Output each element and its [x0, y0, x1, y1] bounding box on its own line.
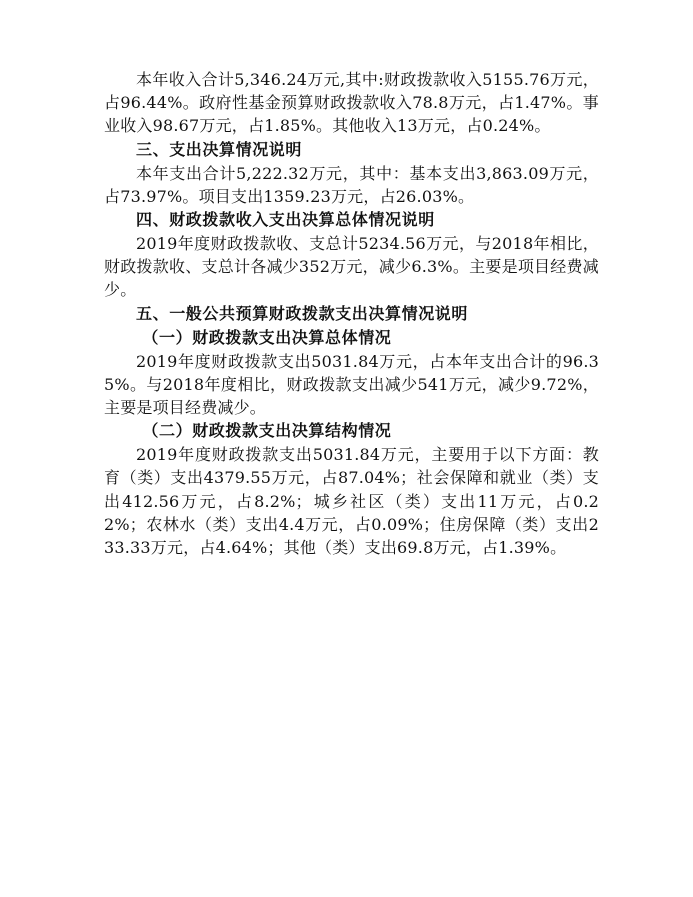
expense-paragraph: 本年支出合计5,222.32万元，其中：基本支出3,863.09万元，占73.97%。项目支出1359.23万元，占26.03%。 [104, 163, 599, 206]
section-heading-expense: 三、支出决算情况说明 [136, 139, 303, 159]
section-heading-general-budget: 五、一般公共预算财政拨款支出决算情况说明 [136, 303, 469, 323]
fiscal-total-paragraph: 2019年度财政拨款收、支总计5234.56万元，与2018年相比，财政拨款收、支总计各减少352万元，减少6.3%。主要是项目经费减少。 [104, 234, 599, 300]
subsection-heading-overall: （一）财政拨款支出决算总体情况 [142, 327, 392, 347]
structure-paragraph: 2019年度财政拨款支出5031.84万元，主要用于以下方面：教育（类）支出4379.55万元，占87.04%；社会保障和就业（类）支出412.56万元，占8.2%；城乡社区（类）支出11万元，占0.22%；农林水（类）支出4.4万元，占0.09%；住房保障（类）支出233.33万元，占4.64%；其他（类）支出69.8万元，占1.39%。 [104, 445, 599, 558]
income-paragraph: 本年收入合计5,346.24万元,其中:财政拨款收入5155.76万元，占96.44%。政府性基金预算财政拨款收入78.8万元，占1.47%。事业收入98.67万元，占1.85%。其他收入13万元，占0.24%。 [104, 70, 599, 136]
document-page [104, 68, 599, 559]
overall-paragraph: 2019年度财政拨款支出5031.84万元，占本年支出合计的96.35%。与2018年度相比，财政拨款支出减少541万元，减少9.72%，主要是项目经费减少。 [104, 351, 599, 418]
section-heading-fiscal-total: 四、财政拨款收入支出决算总体情况说明 [136, 210, 435, 230]
subsection-heading-structure: （二）财政拨款支出决算结构情况 [142, 421, 392, 441]
